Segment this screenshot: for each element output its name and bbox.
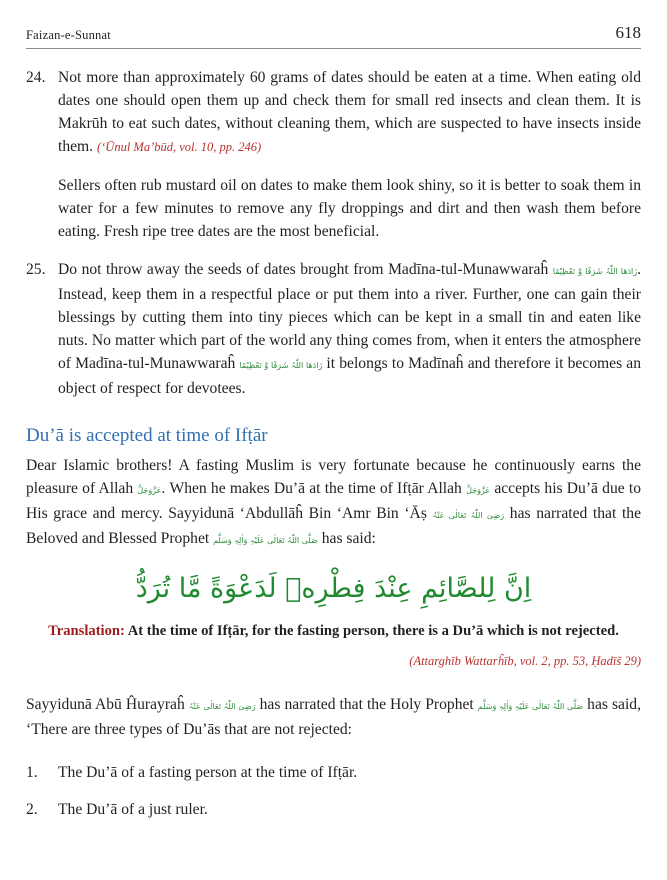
- paragraph-text: Sayyidunā Abū Ĥurayraĥ: [26, 696, 189, 713]
- hadith-reference: [26, 649, 641, 673]
- page-content: [26, 66, 641, 835]
- section-paragraph-2: [26, 693, 641, 741]
- arabic-hadith-verse: اِنَّ لِلصَّائِمِ عِنْدَ فِطْرِهٖ لَدَعْوَةً مَّا تُرَدُّ: [135, 573, 532, 604]
- page-header: [26, 22, 641, 49]
- paragraph-text: accepts his Du’ā due to His grace and mercy. Sayyidunā ‘Abdullāĥ Bin ‘Amr Bin ‘Āṣ: [26, 480, 642, 522]
- list-item-number: 1.: [26, 764, 38, 781]
- arabic-honorific: رَضِیَ اللّٰہُ تَعَالٰی عَنْہُ: [432, 511, 505, 520]
- item-24-followup-paragraph: Sellers often rub mustard oil on dates to make them look shiny, so it is better to soak them in water for a few minutes to remove any fly droppings and dirt and then wash them before eating. Fresh ripe tree dates are the most beneficial.: [58, 177, 641, 240]
- paragraph-text: has narrated that the Beloved and Blessed Prophet: [26, 505, 641, 547]
- item-24-text: Not more than approximately 60 grams of dates should be eaten at a time. When eating old dates one should open them up and check them for small red insects and clean them. It is Makrūh to eat such dates, without cleaning them, which are suspected to have insects inside them.: [58, 69, 641, 155]
- item-text: [58, 66, 641, 159]
- page-number: 618: [615, 23, 641, 42]
- list-item-number: 2.: [26, 801, 38, 818]
- paragraph-text: has narrated that the Holy Prophet: [255, 696, 478, 713]
- translation: [26, 620, 641, 643]
- paragraph-text: has said:: [317, 530, 376, 547]
- item-number: 24.: [26, 69, 46, 86]
- arabic-honorific: صَلَّی اللّٰہُ تَعَالٰی عَلَیْہِ وَاٰلِہٖ وَسَلَّم: [213, 536, 318, 545]
- reference-citation: (Attarghīb Wattarĥīb, vol. 2, pp. 53, Ḥadīš 29): [409, 654, 641, 668]
- list-item-text: The Du’ā of a just ruler.: [58, 801, 208, 818]
- list-item: [26, 798, 641, 821]
- item-text: [58, 258, 641, 400]
- arabic-honorific: رَضِیَ اللّٰہُ تَعَالٰی عَنْہُ: [188, 702, 256, 711]
- list-item: [26, 761, 641, 784]
- reference-citation: (‘Ūnul Ma’būd, vol. 10, pp. 246): [96, 140, 262, 154]
- arabic-honorific: عَزَّوَجَلَّ: [137, 486, 162, 495]
- section-paragraph-1: [26, 454, 641, 552]
- translation-label: Translation:: [48, 623, 125, 639]
- item-25-text-part3: it belongs to Madīnaĥ and therefore it becomes an object of respect for devotees.: [58, 355, 641, 397]
- list-item-24: [26, 66, 641, 159]
- arabic-honorific: زَادَھَا اللّٰہُ شَرَفًا وَّ تَعْظِیْمًا: [552, 267, 638, 276]
- duas-list: [26, 761, 641, 821]
- translation-text: At the time of Ifṭār, for the fasting person, there is a Du’ā which is not rejected.: [124, 623, 619, 639]
- paragraph-text: . When he makes Du’ā at the time of Ifṭār Allah: [161, 480, 467, 497]
- item-25-text-part2: . Instead, keep them in a respectful place or put them into a river. Further, one can gain their blessings by cutting them into tiny pieces which can be kept in a small tin and eaten like nuts. No matter which part of the world any thing comes from, when it enters the atmosphere of Madīna-tul-Munawwaraĥ: [58, 261, 641, 372]
- arabic-honorific: زَادَھَا اللّٰہُ شَرَفًا وَّ تَعْظِیْمًا: [239, 361, 323, 370]
- item-number: 25.: [26, 261, 46, 278]
- book-title: Faizan-e-Sunnat: [26, 28, 111, 42]
- list-item-25: [26, 258, 641, 400]
- arabic-honorific: عَزَّوَجَلَّ: [466, 486, 491, 495]
- list-item-text: The Du’ā of a fasting person at the time of Ifṭār.: [58, 764, 358, 781]
- paragraph-text: has said, ‘There are three types of Du’ās that are not rejected:: [26, 696, 641, 738]
- arabic-honorific: صَلَّی اللّٰہُ تَعَالٰی عَلَیْہِ وَاٰلِہٖ وَسَلَّم: [477, 702, 584, 711]
- paragraph-text: Dear Islamic brothers! A fasting Muslim is very fortunate because he continuously earns the pleasure of Allah: [26, 457, 641, 497]
- item-25-text-part1: Do not throw away the seeds of dates brought from Madīna-tul-Munawwaraĥ: [58, 261, 553, 278]
- section-heading: Du’ā is accepted at time of Ifṭār: [26, 425, 268, 446]
